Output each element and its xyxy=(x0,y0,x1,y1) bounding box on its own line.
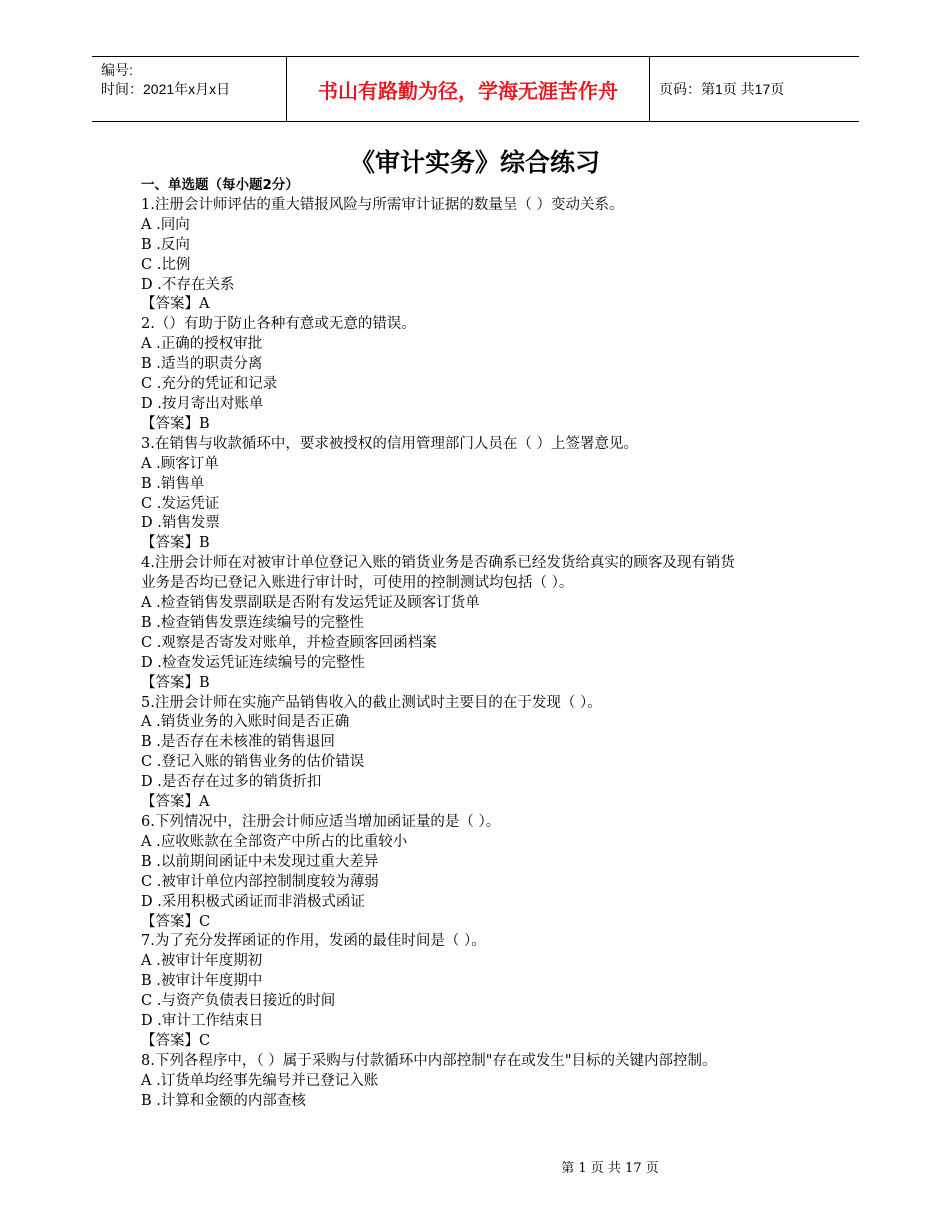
text-line: B .是否存在未核准的销售退回 xyxy=(141,734,335,751)
text-line: D .检查发运凭证连续编号的完整性 xyxy=(141,654,365,671)
text-line: D .是否存在过多的销货折扣 xyxy=(141,774,322,791)
document-title: 《审计实务》综合练习 xyxy=(349,148,600,177)
text-line: B .适当的职责分离 xyxy=(141,356,263,373)
text-line: C .登记入账的销售业务的估价错误 xyxy=(141,754,365,771)
text-line: 3.在销售与收款循环中，要求被授权的信用管理部门人员在（ ）上签署意见。 xyxy=(141,435,638,452)
text-line: C .比例 xyxy=(141,256,191,273)
header-meta xyxy=(92,57,287,121)
question-list xyxy=(141,196,861,1112)
text-line: 7.为了充分发挥函证的作用，发函的最佳时间是（ ）。 xyxy=(141,933,486,950)
number-label: 编号: xyxy=(101,62,133,78)
text-line: 【答案】B xyxy=(141,535,210,552)
text-line: 【答案】B xyxy=(141,415,210,432)
text-line: B .计算和金额的内部查核 xyxy=(141,1092,306,1109)
text-line: A .正确的授权审批 xyxy=(141,336,263,353)
text-line: 4.注册会计师在对被审计单位登记入账的销货业务是否确系已经发货给真实的顾客及现有销货 xyxy=(141,555,735,572)
text-line: B .销售单 xyxy=(141,475,205,492)
text-line: 【答案】B xyxy=(141,674,210,691)
text-line: D .审计工作结束日 xyxy=(141,1013,264,1030)
text-line: C .充分的凭证和记录 xyxy=(141,376,278,393)
text-line: 业务是否均已登记入账进行审计时，可使用的控制测试均包括（ ）。 xyxy=(141,575,574,592)
time-label: 时间：2021年x月x日 xyxy=(101,81,231,97)
text-line: B .以前期间函证中未发现过重大差异 xyxy=(141,853,379,870)
text-line: 1.注册会计师评估的重大错报风险与所需审计证据的数量呈（ ）变动关系。 xyxy=(141,196,624,213)
text-line: A .顾客订单 xyxy=(141,455,219,472)
page-footer: 第 1 页 共 17 页 xyxy=(561,1161,659,1176)
text-line: 8.下列各程序中，（ ）属于采购与付款循环中内部控制"存在或发生"目标的关键内部控制。 xyxy=(141,1052,717,1069)
text-line: A .同向 xyxy=(141,216,190,233)
text-line: A .订货单均经事先编号并已登记入账 xyxy=(141,1072,379,1089)
text-line: 【答案】C xyxy=(141,1032,211,1049)
text-line: C .发运凭证 xyxy=(141,495,220,512)
text-line: B .被审计年度期中 xyxy=(141,973,263,990)
text-line: D .采用积极式函证而非消极式函证 xyxy=(141,893,365,910)
text-line: 【答案】C xyxy=(141,913,211,930)
text-line: C .被审计单位内部控制制度较为薄弱 xyxy=(141,873,379,890)
text-line: 【答案】A xyxy=(141,794,210,811)
text-line: B .反向 xyxy=(141,236,190,253)
header-motto: 书山有路勤为径，学海无涯苦作舟 xyxy=(287,57,650,121)
text-line: D .销售发票 xyxy=(141,515,220,532)
text-line: C .与资产负债表日接近的时间 xyxy=(141,993,336,1010)
text-line: 2.（）有助于防止各种有意或无意的错误。 xyxy=(141,316,416,333)
section-heading: 一、单选题（每小题2分） xyxy=(141,177,299,193)
text-line: A .销货业务的入账时间是否正确 xyxy=(141,714,350,731)
text-line: D .不存在关系 xyxy=(141,276,235,293)
text-line: 5.注册会计师在实施产品销售收入的截止测试时主要目的在于发现（ ）。 xyxy=(141,694,602,711)
text-line: A .被审计年度期初 xyxy=(141,953,263,970)
text-line: 6.下列情况中，注册会计师应适当增加函证量的是（ ）。 xyxy=(141,814,501,830)
document-body xyxy=(141,176,861,1112)
text-line: C .观察是否寄发对账单，并检查顾客回函档案 xyxy=(141,634,437,651)
page-header xyxy=(92,56,859,122)
text-line: A .检查销售发票副联是否附有发运凭证及顾客订货单 xyxy=(141,595,480,612)
text-line: D .按月寄出对账单 xyxy=(141,395,264,412)
text-line: 【答案】A xyxy=(141,296,210,313)
text-line: A .应收账款在全部资产中所占的比重较小 xyxy=(141,833,408,850)
header-page-info: 页码：第1页 共17页 xyxy=(659,81,785,97)
text-line: B .检查销售发票连续编号的完整性 xyxy=(141,614,364,631)
